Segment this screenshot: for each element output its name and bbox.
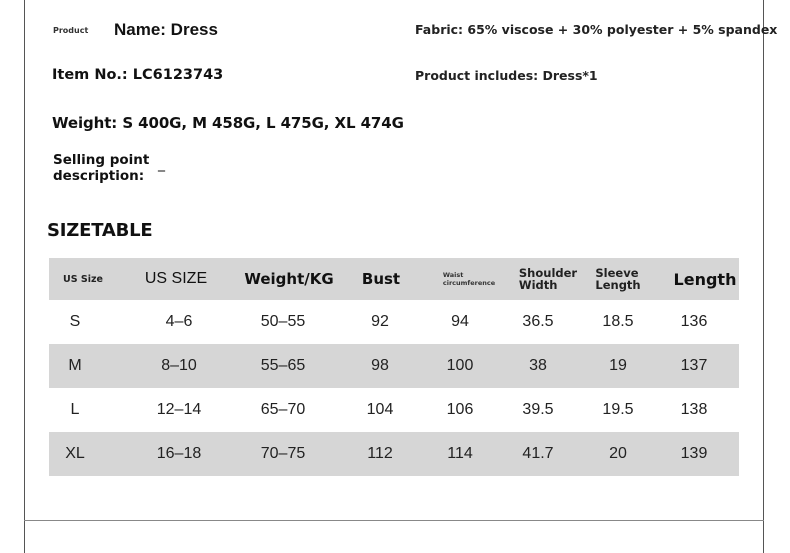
product-label: Product [53,26,89,35]
header-us-size: US SIZE [144,270,208,287]
page-frame-left [24,0,25,553]
cell-waist: 114 [447,445,473,462]
cell-length: 136 [680,313,708,330]
header-shoulder-line2: Width [518,278,558,292]
cell-length: 138 [680,401,708,418]
product-item-no: Item No.: LC6123743 [52,67,224,83]
cell-bust: 104 [366,401,394,418]
size-table-header [49,258,739,300]
cell-shoulder: 36.5 [522,313,554,330]
cell-weight: 50–55 [260,313,306,330]
cell-weight: 55–65 [260,357,306,374]
table-row [49,344,739,388]
header-length: Length [673,269,737,289]
table-row [49,300,739,344]
size-table-title: SIZETABLE [47,220,153,241]
size-table [49,258,739,476]
header-waist [437,258,501,300]
header-sleeve-line2: Length [595,278,641,292]
cell-bust: 112 [367,445,393,462]
header-shoulder [517,258,579,300]
product-fabric: Fabric: 65% viscose + 30% polyester + 5% spandex [415,22,778,37]
page-frame-bottom [24,520,764,521]
product-weight: Weight: S 400G, M 458G, L 475G, XL 474G [52,114,404,132]
header-weight: Weight/KG [244,270,334,288]
product-name: Name: Dress [114,20,218,39]
page-frame-right [763,0,764,553]
cell-length: 139 [680,445,708,462]
cell-us-size: 4–6 [165,313,193,330]
header-waist-line1: Waist [442,271,464,279]
header-waist-line2: circumference [442,279,496,287]
selling-point-value: _ [158,156,165,172]
cell-size: L [70,401,80,418]
cell-size: S [69,313,81,330]
selling-point-label-line2: description: [53,168,145,184]
cell-weight: 65–70 [260,401,306,418]
cell-size: M [68,357,82,374]
cell-weight: 70–75 [260,445,306,462]
cell-sleeve: 19.5 [602,401,634,418]
cell-size: XL [65,445,85,462]
cell-waist: 106 [446,401,474,418]
header-bust: Bust [361,270,401,288]
cell-length: 137 [680,357,708,374]
table-row [49,432,739,476]
header-sleeve-line1: Sleeve [595,266,639,280]
cell-shoulder: 38 [529,357,547,374]
cell-shoulder: 41.7 [522,445,554,462]
cell-waist: 100 [446,357,474,374]
header-sleeve [593,258,643,300]
selling-point-label [53,152,149,184]
cell-us-size: 16–18 [156,445,202,462]
selling-point-label-line1: Selling point [53,152,150,168]
cell-shoulder: 39.5 [522,401,554,418]
cell-sleeve: 19 [609,357,627,374]
cell-us-size: 8–10 [161,357,197,374]
product-includes: Product includes: Dress*1 [415,68,598,83]
cell-sleeve: 20 [609,445,627,462]
header-shoulder-line1: Shoulder [518,266,578,280]
cell-bust: 98 [371,357,389,374]
cell-bust: 92 [371,313,389,330]
cell-us-size: 12–14 [156,401,202,418]
table-row [49,388,739,432]
cell-sleeve: 18.5 [602,313,634,330]
cell-waist: 94 [451,313,469,330]
header-us-size-small: US Size [63,273,103,285]
